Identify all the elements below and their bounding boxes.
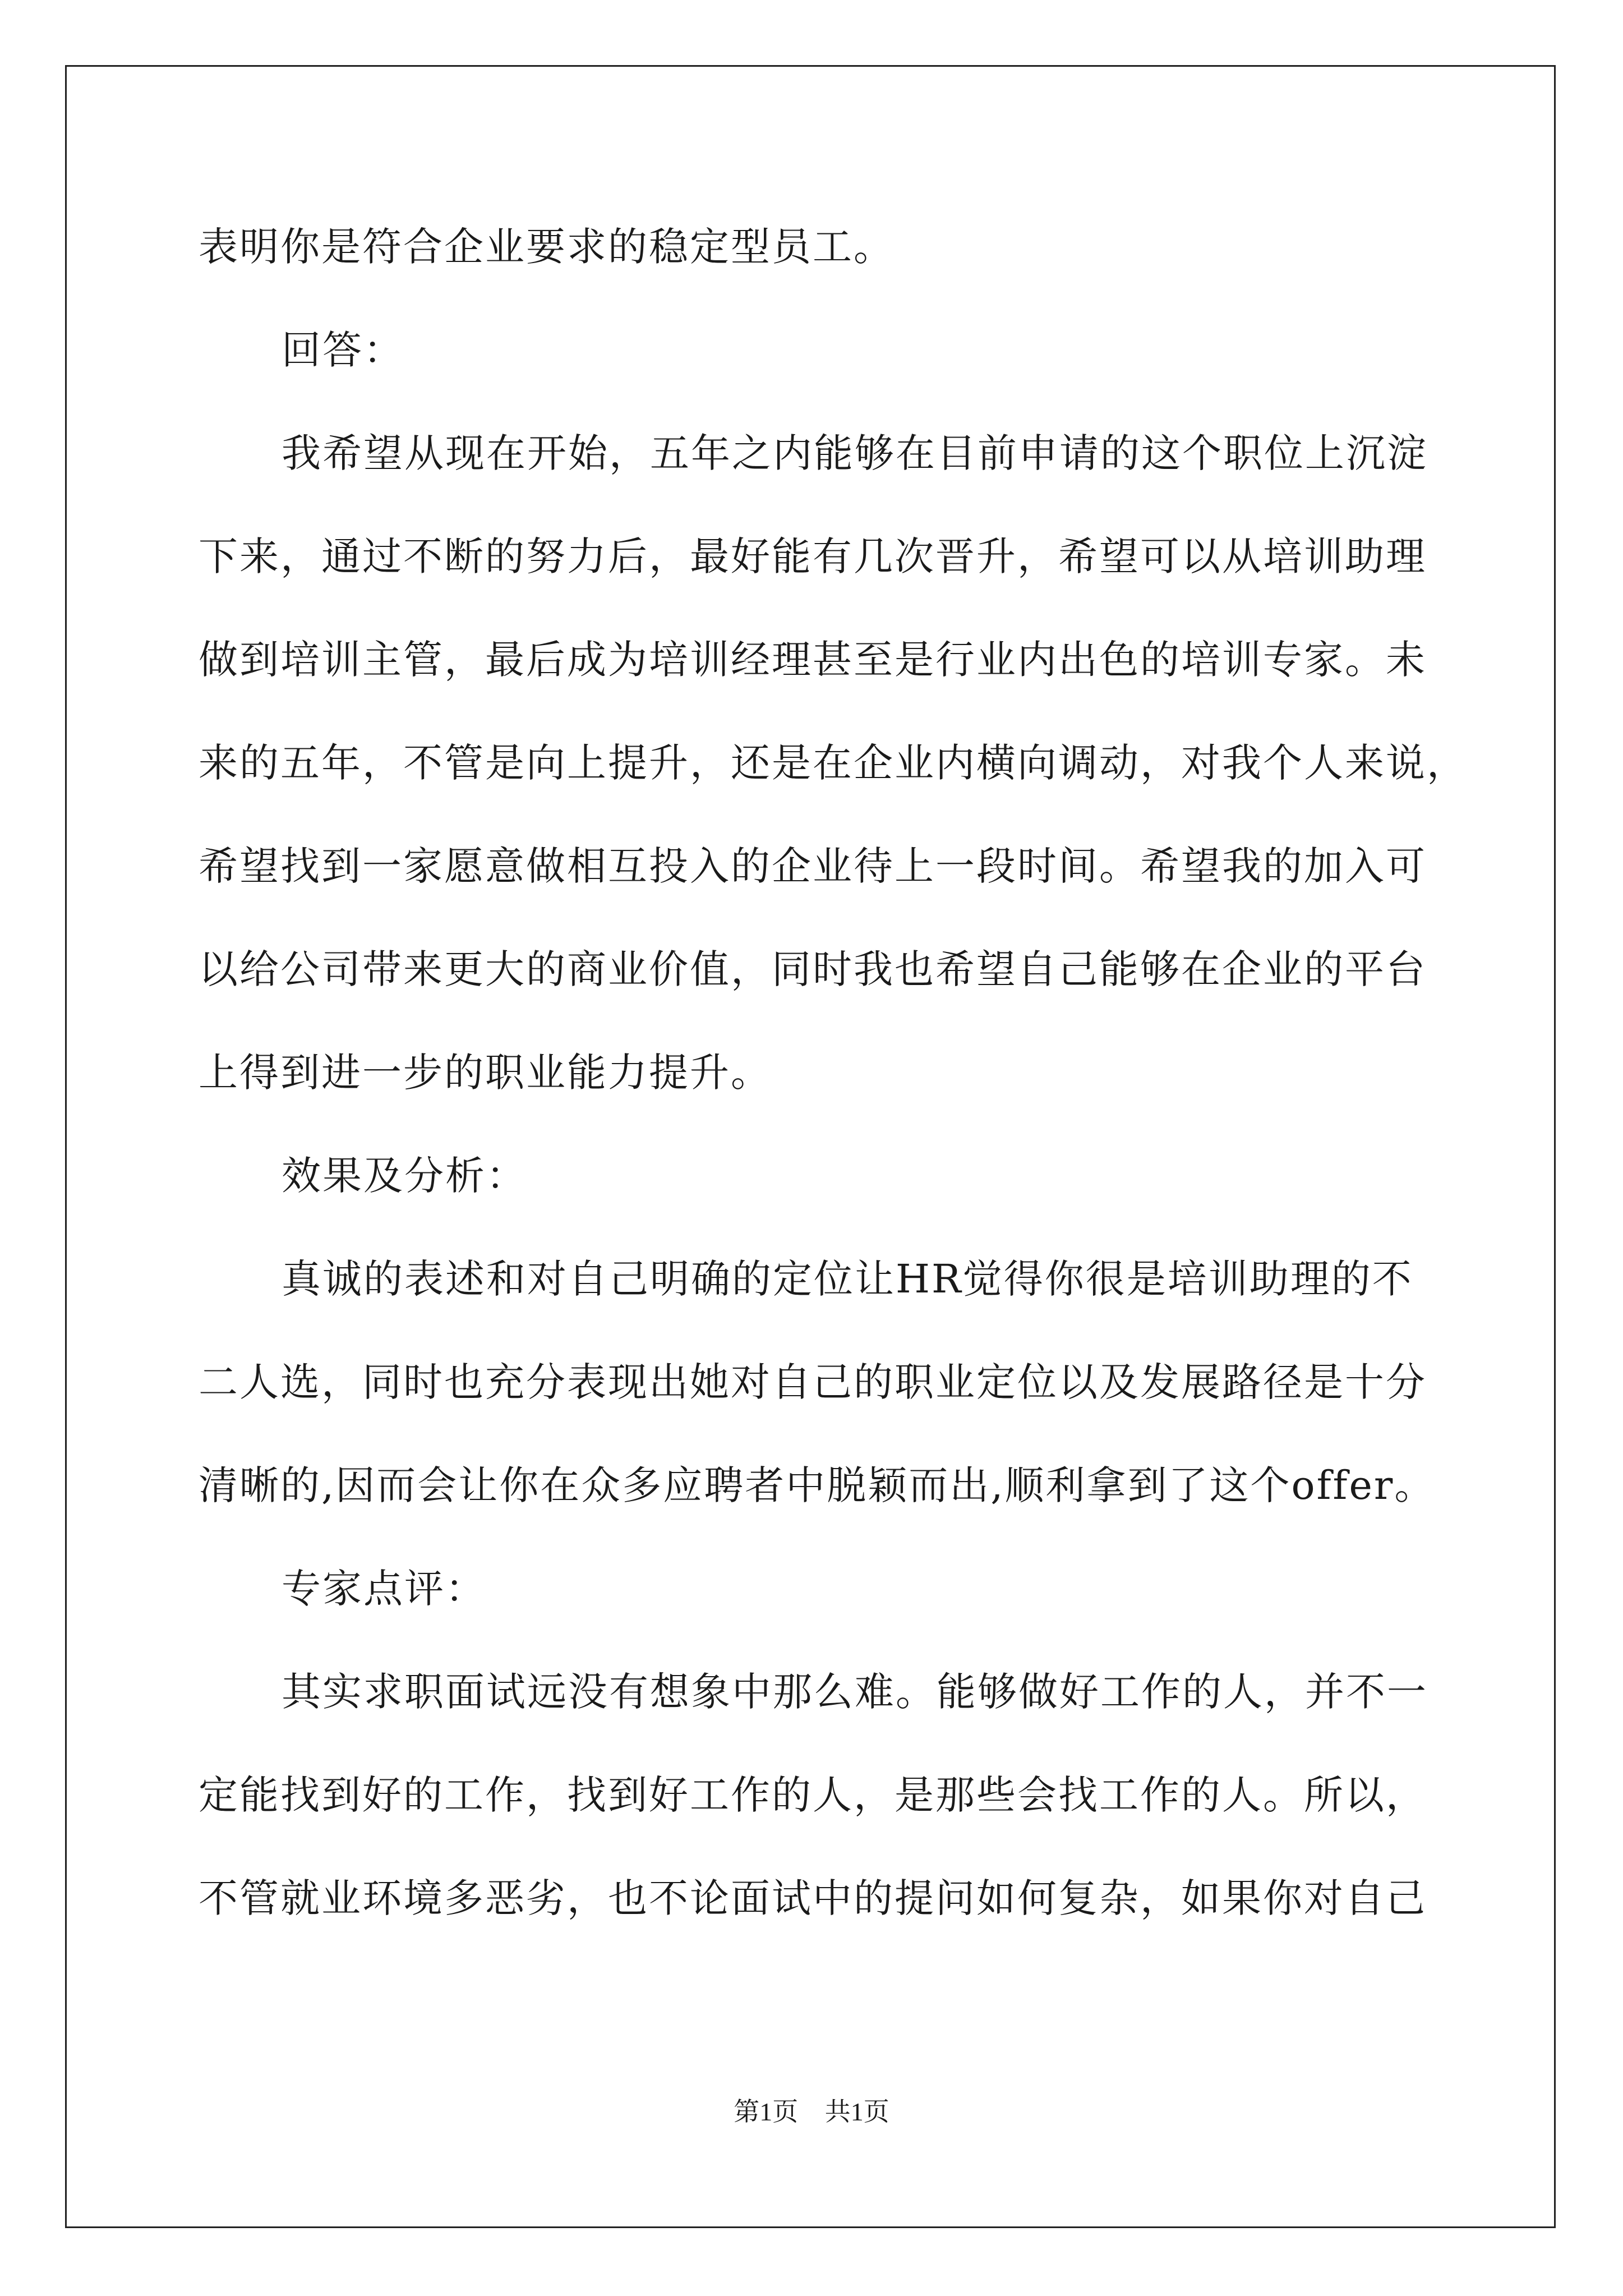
page-footer — [0, 2098, 1623, 2126]
page-number: 第1页 — [734, 2097, 799, 2126]
text-line: 二人选，同时也充分表现出她对自己的职业定位以及发展路径是十分 — [199, 1359, 1427, 1405]
text-line: 上得到进一步的职业能力提升。 — [199, 1050, 772, 1096]
text-line: 不管就业环境多恶劣，也不论面试中的提问如何复杂，如果你对自己 — [199, 1875, 1427, 1921]
section-heading: 回答： — [282, 327, 404, 373]
text-line: 下来，通过不断的努力后，最好能有几次晋升，希望可以从培训助理 — [199, 533, 1427, 579]
text-line: 以给公司带来更大的商业价值，同时我也希望自己能够在企业的平台 — [199, 946, 1427, 992]
text-line: 来的五年，不管是向上提升，还是在企业内横向调动，对我个人来说， — [199, 740, 1468, 786]
text-line: 希望找到一家愿意做相互投入的企业待上一段时间。希望我的加入可 — [199, 843, 1427, 889]
text-line: 定能找到好的工作，找到好工作的人，是那些会找工作的人。所以， — [199, 1772, 1427, 1818]
text-line: 清晰的,因而会让你在众多应聘者中脱颖而出,顺利拿到了这个offer。 — [199, 1462, 1436, 1508]
text-line: 我希望从现在开始，五年之内能够在目前申请的这个职位上沉淀 — [282, 430, 1428, 476]
text-line: 真诚的表述和对自己明确的定位让HR觉得你很是培训助理的不 — [282, 1256, 1413, 1302]
page-total: 共1页 — [824, 2097, 889, 2126]
section-heading: 效果及分析： — [282, 1153, 527, 1199]
section-heading: 专家点评： — [282, 1566, 486, 1612]
text-line: 做到培训主管，最后成为培训经理甚至是行业内出色的培训专家。未 — [199, 637, 1427, 683]
text-line: 表明你是符合企业要求的稳定型员工。 — [199, 224, 895, 270]
text-line: 其实求职面试远没有想象中那么难。能够做好工作的人，并不一 — [282, 1669, 1428, 1715]
